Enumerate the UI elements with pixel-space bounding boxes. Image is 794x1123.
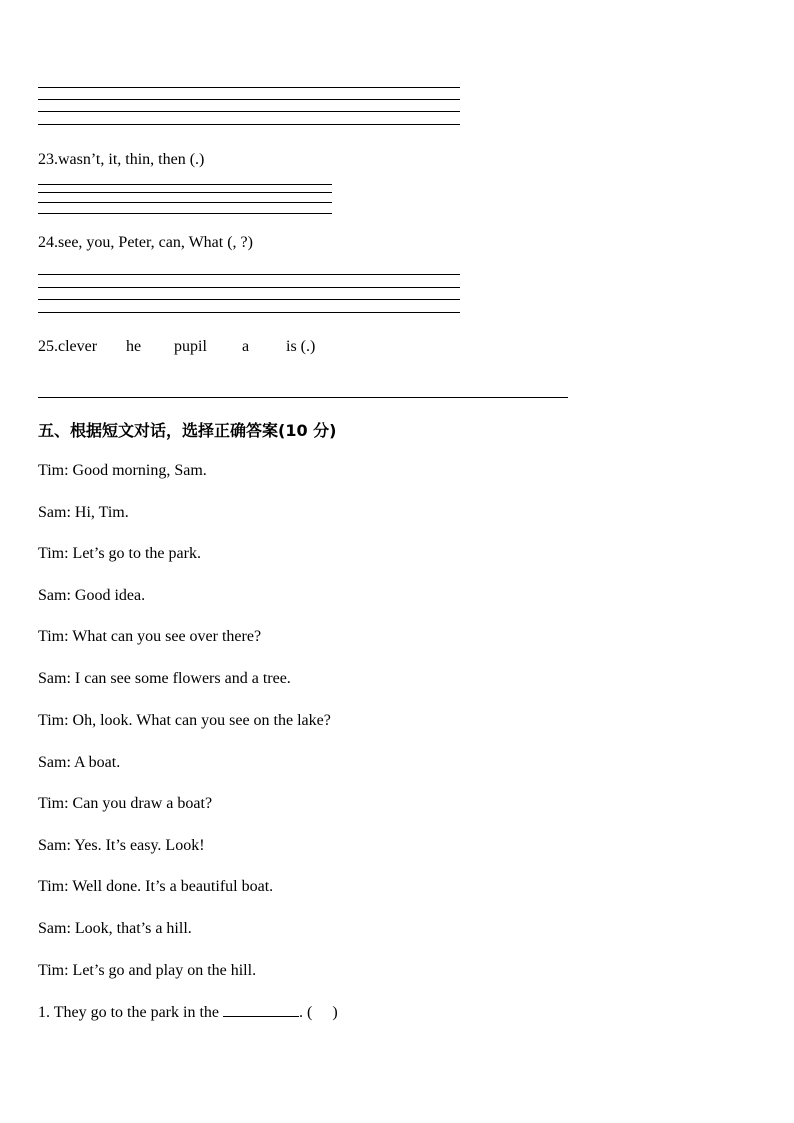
- dialogue-line: Tim: Let’s go to the park.: [38, 545, 201, 562]
- dialogue-line: Tim: Good morning, Sam.: [38, 462, 207, 479]
- word-tile: is (.): [286, 338, 316, 355]
- dialogue-line: Tim: Can you draw a boat?: [38, 795, 213, 812]
- question-25: [38, 337, 315, 357]
- word-tile: he: [126, 338, 142, 355]
- dialogue-line: Sam: Hi, Tim.: [38, 504, 129, 521]
- answer-line[interactable]: [38, 124, 460, 125]
- answer-line[interactable]: [38, 299, 460, 300]
- answer-line[interactable]: [38, 184, 332, 185]
- answer-line[interactable]: [38, 192, 332, 193]
- question-number: 25.: [38, 338, 58, 355]
- dialogue-line: Sam: I can see some flowers and a tree.: [38, 670, 291, 687]
- answer-line[interactable]: [38, 111, 460, 112]
- question-24: [38, 233, 253, 253]
- answer-line[interactable]: [38, 397, 568, 398]
- dialogue-line: Sam: Good idea.: [38, 587, 146, 604]
- answer-line[interactable]: [38, 274, 460, 275]
- question-text: wasn’t, it, thin, then (.): [58, 151, 205, 168]
- answer-bracket[interactable]: . ( ): [299, 1004, 338, 1021]
- answer-line[interactable]: [38, 202, 332, 203]
- answer-line[interactable]: [38, 312, 460, 313]
- dialogue-line: Tim: Oh, look. What can you see on the lake?: [38, 712, 331, 729]
- answer-line[interactable]: [38, 99, 460, 100]
- fill-in-blank[interactable]: [223, 1002, 299, 1017]
- dialogue-line: Sam: Look, that’s a hill.: [38, 920, 192, 937]
- answer-line[interactable]: [38, 287, 460, 288]
- dialogue-line: Tim: What can you see over there?: [38, 628, 262, 645]
- dialogue-line: Tim: Let’s go and play on the hill.: [38, 962, 257, 979]
- question-number: 24.: [38, 234, 58, 251]
- dialogue-line: Sam: A boat.: [38, 754, 121, 771]
- comprehension-question-1: [38, 1002, 338, 1023]
- dialogue-line: Sam: Yes. It’s easy. Look!: [38, 837, 205, 854]
- word-tile: clever: [58, 338, 98, 355]
- question-text: see, you, Peter, can, What (, ?): [58, 234, 253, 251]
- dialogue-line: Tim: Well done. It’s a beautiful boat.: [38, 878, 274, 895]
- section-heading: 五、根据短文对话，选择正确答案(10 分): [38, 421, 337, 440]
- word-tile: pupil: [174, 338, 207, 355]
- question-23: [38, 150, 204, 170]
- question-number: 23.: [38, 151, 58, 168]
- answer-line[interactable]: [38, 213, 332, 214]
- word-tile: a: [242, 338, 250, 355]
- question-text: 1. They go to the park in the: [38, 1004, 223, 1021]
- answer-line[interactable]: [38, 87, 460, 88]
